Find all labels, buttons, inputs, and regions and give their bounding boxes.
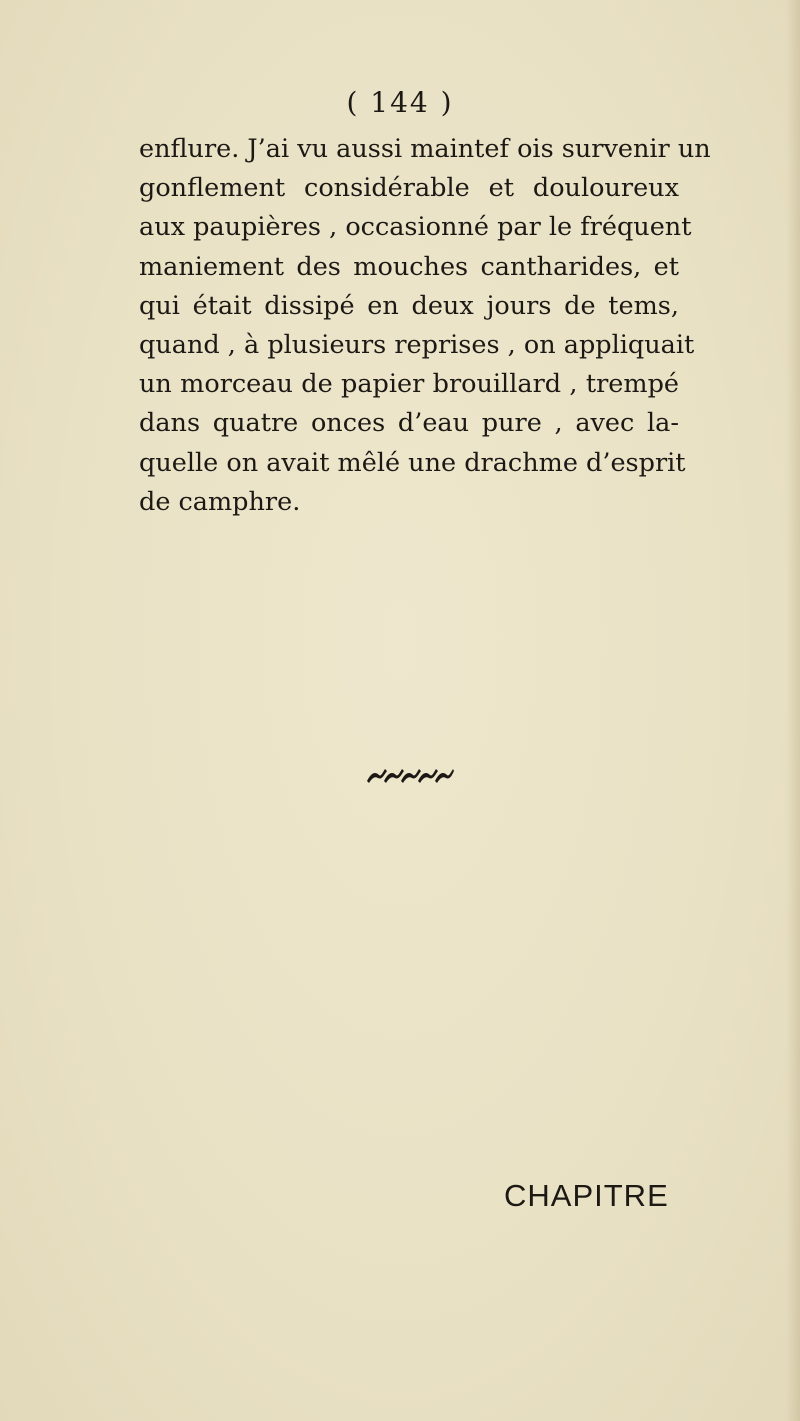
text-line: aux paupières , occasionné par le fréquent [139,212,692,243]
text-line: enflure. J’ai vu aussi maintef ois survenir un [139,134,711,164]
body-paragraph [139,130,711,522]
text-line: dans quatre onces d’eau pure , avec la- [139,408,679,439]
text-line: maniement des mouches cantharides, et [139,251,679,282]
fleuron-divider-icon [365,763,455,785]
catchword: CHAPITRE [504,1178,669,1213]
text-line: gonflement considérable et douloureux [139,173,679,204]
text-line: qui était dissipé en deux jours de tems, [139,290,679,321]
page-edge-shadow [786,0,800,1421]
text-line: quelle on avait mêlé une drachme d’esprit [139,447,686,478]
bleed-through-text [118,555,718,1195]
page-number: ( 144 ) [346,86,454,119]
text-line: un morceau de papier brouillard , trempé [139,369,679,400]
text-line: de camphre. [139,486,301,517]
text-line: quand , à plusieurs reprises , on appliquait [139,329,695,360]
